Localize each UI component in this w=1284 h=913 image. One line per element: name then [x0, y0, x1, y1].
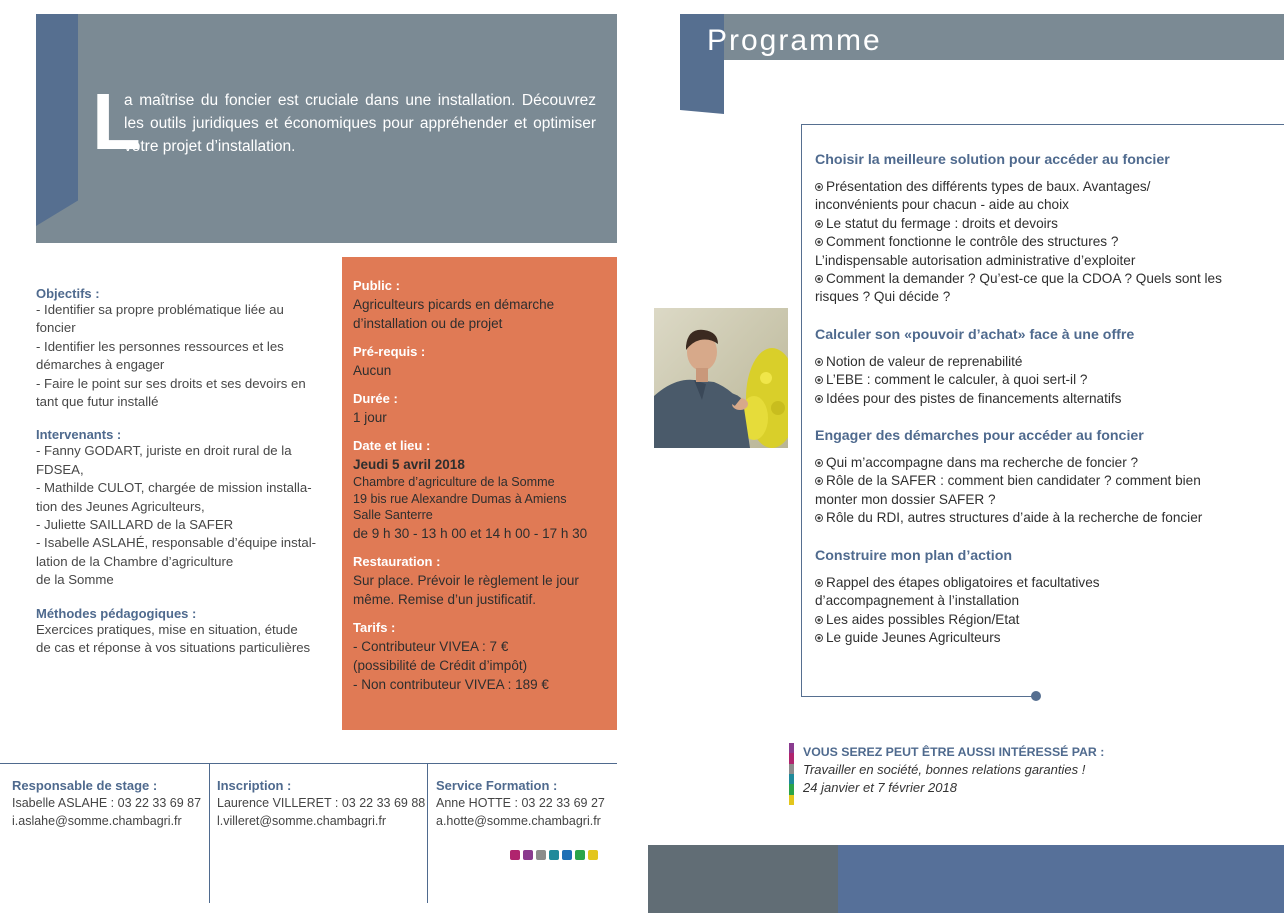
prerequis-heading: Pré-requis :	[353, 344, 426, 359]
programme-title: Programme	[707, 24, 882, 57]
programme-item-text: L’EBE : comment le calculer, à quoi sert-il ?	[826, 372, 1088, 388]
programme-item	[815, 288, 1255, 306]
bullet-icon	[815, 616, 823, 624]
footer-responsable	[12, 777, 201, 830]
programme-item	[815, 353, 1255, 371]
intro-text: a maîtrise du foncier est cruciale dans une installation. Découvrez les outils juridiques et économiques pour appréhender et optimiser votre projet d’installation.	[124, 92, 596, 155]
methodes-text: Exercices pratiques, mise en situation, étude de cas et réponse à vos situations particulières	[36, 621, 311, 656]
info-box-content	[353, 277, 611, 704]
intervenant-item: - Juliette SAILLARD de la SAFER	[36, 517, 234, 533]
programme-item	[815, 371, 1255, 389]
hours-text: de 9 h 30 - 13 h 00 et 14 h 00 - 17 h 30	[353, 525, 588, 541]
programme-item	[815, 390, 1255, 408]
intervenants-block	[36, 427, 326, 589]
date-heading: Date et lieu :	[353, 438, 431, 453]
programme-item-text: Les aides possibles Région/Etat	[826, 611, 1020, 627]
also-interested	[803, 744, 1223, 797]
color-dot	[549, 850, 559, 860]
color-bar-segment	[789, 784, 794, 794]
bullet-icon	[815, 220, 823, 228]
intervenants-heading: Intervenants :	[36, 427, 122, 443]
programme-item	[815, 252, 1255, 270]
programme-section-heading: Engager des démarches pour accéder au foncier	[815, 428, 1144, 445]
inscription-phone: Laurence VILLERET : 03 22 33 69 88	[217, 796, 426, 810]
programme-item	[815, 592, 1255, 610]
duree-text: 1 jour	[353, 410, 387, 425]
tarifs-block	[353, 619, 611, 694]
programme-frame-line	[801, 124, 802, 697]
bullet-icon	[815, 376, 823, 384]
responsable-email[interactable]: i.aslahe@somme.chambagri.fr	[12, 813, 182, 828]
objectifs-heading: Objectifs :	[36, 286, 100, 301]
footer-service	[436, 777, 605, 830]
also-dates: 24 janvier et 7 février 2018	[803, 780, 957, 795]
objectifs-block	[36, 286, 326, 411]
color-bar-segment	[789, 764, 794, 774]
programme-item	[815, 270, 1255, 288]
color-bar-segment	[789, 743, 794, 753]
programme-item-text: inconvénients pour chacun - aide au choix	[815, 197, 1069, 213]
programme-item	[815, 629, 1255, 647]
date-text: Jeudi 5 avril 2018	[353, 457, 465, 472]
color-dot	[562, 850, 572, 860]
also-title: Travailler en société, bonnes relations garanties !	[803, 762, 1086, 777]
restauration-heading: Restauration :	[353, 553, 441, 569]
programme-section	[815, 150, 1255, 307]
public-block	[353, 277, 611, 333]
service-email[interactable]: a.hotte@somme.chambagri.fr	[436, 813, 601, 828]
programme-item-text: Le statut du fermage : droits et devoirs	[826, 215, 1058, 231]
footer-inscription	[217, 777, 425, 830]
programme-item-text: Rôle du RDI, autres structures d’aide à la recherche de foncier	[826, 510, 1203, 526]
responsable-heading: Responsable de stage :	[12, 778, 158, 793]
programme-section	[815, 546, 1255, 648]
footer-column-divider	[209, 763, 210, 903]
bullet-icon	[815, 358, 823, 366]
programme-frame-dot	[1031, 691, 1041, 701]
bullet-icon	[815, 579, 823, 587]
color-dot	[536, 850, 546, 860]
color-dot	[575, 850, 585, 860]
intro-dropcap: L	[92, 77, 141, 166]
duree-block	[353, 390, 611, 427]
inscription-email[interactable]: l.villeret@somme.chambagri.fr	[217, 813, 386, 828]
color-bar-segment	[789, 795, 794, 805]
programme-item	[815, 472, 1255, 490]
footer-band-grey	[648, 845, 838, 913]
methodes-block	[36, 606, 326, 658]
bullet-icon	[815, 395, 823, 403]
programme-item-text: monter mon dossier SAFER ?	[815, 491, 996, 507]
bullet-icon	[815, 238, 823, 246]
programme-item-text: Idées pour des pistes de financements alternatifs	[826, 390, 1122, 406]
restauration-text: Sur place. Prévoir le règlement le jour même. Remise d’un justificatif.	[353, 572, 579, 607]
programme-section	[815, 426, 1255, 528]
programme-item-text: risques ? Qui décide ?	[815, 289, 951, 305]
tarifs-heading: Tarifs :	[353, 619, 396, 635]
programme-item-text: Qui m’accompagne dans ma recherche de foncier ?	[826, 455, 1139, 471]
programme-section-heading: Calculer son «pouvoir d’achat» face à une offre	[815, 326, 1135, 343]
programme-item-text: Rôle de la SAFER : comment bien candidater ? comment bien	[826, 473, 1201, 489]
brand-color-dots	[510, 850, 598, 860]
programme-item	[815, 215, 1255, 233]
programme-item-text: Notion de valeur de reprenabilité	[826, 353, 1023, 369]
date-block	[353, 437, 611, 543]
inscription-heading: Inscription :	[217, 778, 292, 793]
programme-item-text: Présentation des différents types de baux. Avantages/	[826, 179, 1151, 194]
programme-item-text: d’accompagnement à l’installation	[815, 593, 1020, 609]
restauration-block	[353, 553, 611, 609]
bullet-icon	[815, 634, 823, 642]
also-heading: VOUS SEREZ PEUT ÊTRE AUSSI INTÉRESSÉ PAR :	[803, 745, 1105, 759]
programme-item	[815, 611, 1255, 629]
programme-item	[815, 196, 1255, 214]
footer-band-blue	[838, 845, 1284, 913]
tarif-line: - Non contributeur VIVEA : 189 €	[353, 676, 549, 692]
intervenant-item: - Isabelle ASLAHÉ, responsable d’équipe instal- lation de la Chambre d’agriculture de la Somme	[36, 535, 317, 588]
bullet-icon	[815, 459, 823, 467]
programme-item	[815, 491, 1255, 509]
place-line: 19 bis rue Alexandre Dumas à Amiens	[353, 491, 567, 506]
tarif-line: (possibilité de Crédit d’impôt)	[353, 657, 528, 673]
prerequis-text: Aucun	[353, 363, 392, 378]
public-text: Agriculteurs picards en démarche d’installation ou de projet	[353, 297, 555, 331]
programme-item-text: Le guide Jeunes Agriculteurs	[826, 629, 1001, 645]
service-heading: Service Formation :	[436, 778, 558, 793]
color-bar-segment	[789, 774, 794, 784]
tarif-line: - Contributeur VIVEA : 7 €	[353, 638, 509, 654]
color-dot	[523, 850, 533, 860]
programme-item	[815, 178, 1255, 196]
intro-accent-stripe	[36, 14, 78, 226]
place-line: Chambre d’agriculture de la Somme	[353, 475, 555, 489]
programme-item	[815, 574, 1255, 592]
footer-divider	[0, 763, 617, 764]
color-dot	[510, 850, 520, 860]
programme-item-text: Comment la demander ? Qu’est-ce que la CDOA ? Quels sont les	[826, 271, 1222, 287]
programme-frame-line	[801, 124, 1284, 125]
programme-content	[815, 150, 1255, 665]
bullet-icon	[815, 275, 823, 283]
bullet-icon	[815, 183, 823, 191]
footer-column-divider	[427, 763, 428, 903]
programme-frame-line	[801, 696, 1035, 697]
responsable-phone: Isabelle ASLAHE : 03 22 33 69 87	[12, 796, 202, 810]
objectif-item: - Identifier les personnes ressources et les démarches à engager	[36, 338, 284, 373]
color-bar-segment	[789, 753, 794, 763]
bullet-icon	[815, 477, 823, 485]
methodes-heading: Méthodes pédagogiques :	[36, 605, 197, 621]
programme-item	[815, 233, 1255, 251]
programme-item-text: L’indispensable autorisation administrative d’exploiter	[815, 252, 1136, 268]
programme-section	[815, 325, 1255, 408]
prerequis-block	[353, 343, 611, 380]
programme-item-text: Comment fonctionne le contrôle des structures ?	[826, 234, 1119, 250]
bullet-icon	[815, 514, 823, 522]
intervenant-item: - Mathilde CULOT, chargée de mission installa- tion des Jeunes Agriculteurs,	[36, 480, 312, 514]
color-dot	[588, 850, 598, 860]
duree-heading: Durée :	[353, 391, 398, 406]
programme-item	[815, 454, 1255, 472]
objectif-item: - Faire le point sur ses droits et ses devoirs en tant que futur installé	[36, 375, 306, 410]
public-heading: Public :	[353, 278, 400, 293]
objectif-item: - Identifier sa propre problématique liée au foncier	[36, 302, 284, 336]
programme-section-heading: Choisir la meilleure solution pour accéder au foncier	[815, 152, 1170, 168]
farmer-photo	[654, 308, 788, 448]
place-line: Salle Santerre	[353, 508, 433, 522]
service-phone: Anne HOTTE : 03 22 33 69 27	[436, 796, 605, 810]
programme-item-text: Rappel des étapes obligatoires et facultatives	[826, 574, 1100, 590]
intervenant-item: - Fanny GODART, juriste en droit rural de la FDSEA,	[36, 443, 292, 477]
also-color-bar	[789, 743, 794, 805]
programme-section-heading: Construire mon plan d’action	[815, 547, 1013, 564]
left-column	[36, 286, 326, 674]
programme-item	[815, 509, 1255, 527]
